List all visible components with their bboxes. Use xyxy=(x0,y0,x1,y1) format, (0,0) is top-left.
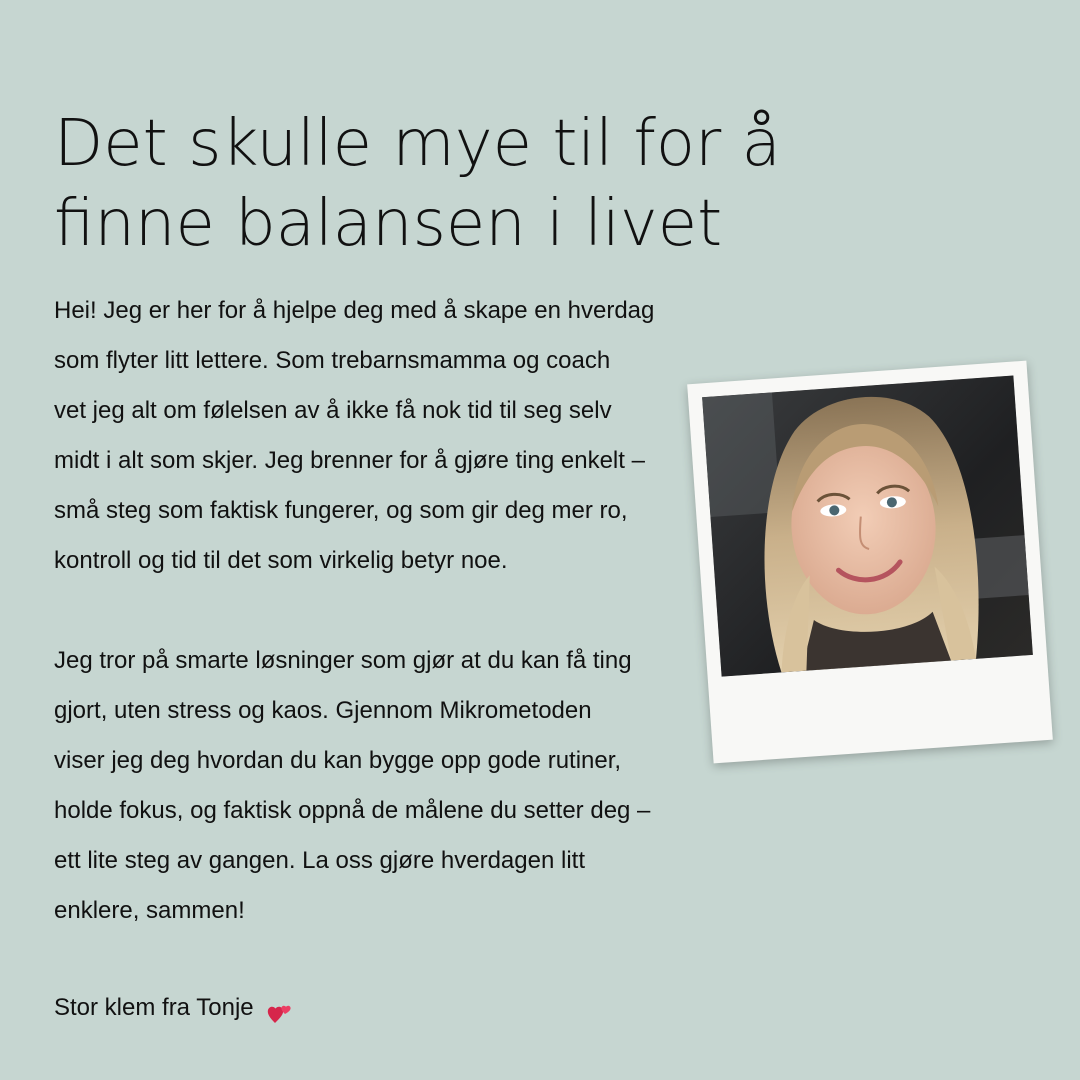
paragraph-line: Jeg tror på smarte løsninger som gjør at du kan få ting xyxy=(54,647,632,674)
page-title xyxy=(54,104,914,264)
paragraph-line: gjort, uten stress og kaos. Gjennom Mikrometoden xyxy=(54,697,592,724)
signoff xyxy=(54,983,294,1033)
portrait-photo xyxy=(702,376,1033,677)
paragraph-line: kontroll og tid til det som virkelig betyr noe. xyxy=(54,547,508,574)
paragraph-spacer xyxy=(54,586,734,636)
signoff-text: Stor klem fra Tonje xyxy=(54,994,254,1021)
paragraph-line: vet jeg alt om følelsen av å ikke få nok tid til seg selv xyxy=(54,397,612,424)
paragraph-line: Hei! Jeg er her for å hjelpe deg med å skape en hverdag xyxy=(54,297,655,324)
paragraph-line: ett lite steg av gangen. La oss gjøre hverdagen litt xyxy=(54,847,585,874)
intro-text xyxy=(54,286,734,936)
paragraph-line: enklere, sammen! xyxy=(54,897,245,924)
page-title-line-2: finne balansen i livet xyxy=(54,187,723,261)
paragraph-line: små steg som faktisk fungerer, og som gir deg mer ro, xyxy=(54,497,628,524)
two-hearts-icon xyxy=(266,995,294,1023)
paragraph-line: som flyter litt lettere. Som trebarnsmamma og coach xyxy=(54,347,611,374)
polaroid-frame xyxy=(687,361,1053,764)
page-title-line-1: Det skulle mye til for å xyxy=(54,107,781,181)
paragraph-2 xyxy=(54,636,734,936)
paragraph-line: viser jeg deg hvordan du kan bygge opp gode rutiner, xyxy=(54,747,622,774)
paragraph-line: midt i alt som skjer. Jeg brenner for å gjøre ting enkelt – xyxy=(54,447,645,474)
paragraph-1 xyxy=(54,286,734,586)
paragraph-line: holde fokus, og faktisk oppnå de målene du setter deg – xyxy=(54,797,651,824)
